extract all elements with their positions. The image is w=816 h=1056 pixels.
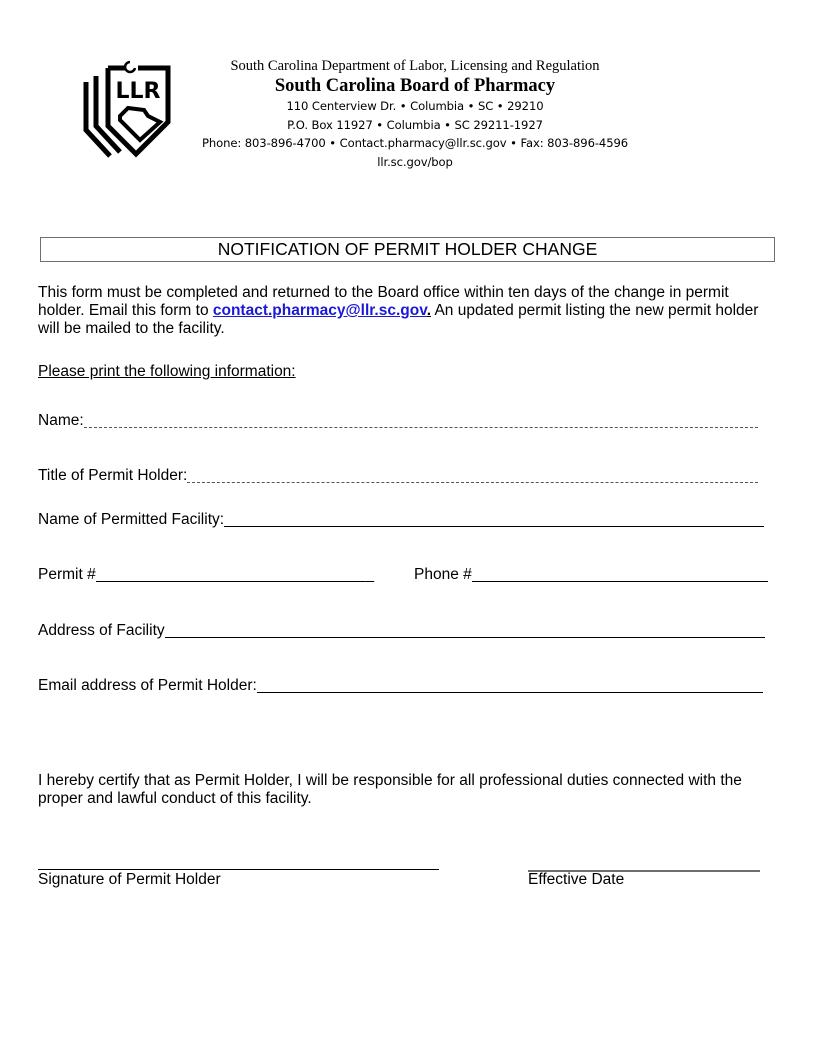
email-address-field [38, 677, 763, 695]
email-link[interactable]: contact.pharmacy@llr.sc.gov [212, 302, 427, 319]
title-of-permit-holder-label: Title of Permit Holder: [38, 467, 188, 484]
permit-number-tail: _ [365, 566, 374, 583]
email-address-label: Email address of Permit Holder: [38, 677, 257, 694]
signature-line[interactable] [38, 869, 439, 870]
link-punctuation: . [426, 302, 432, 319]
street-address: 110 Centerview Dr. • Columbia • SC • 29210 [286, 99, 544, 113]
permit-number-field [38, 566, 374, 584]
permitted-facility-label: Name of Permitted Facility: [38, 511, 225, 528]
name-input[interactable] [84, 413, 758, 428]
signature-label: Signature of Permit Holder [38, 871, 221, 888]
name-label: Name: [38, 412, 84, 429]
intro-paragraph [38, 284, 778, 338]
email-address-input[interactable] [257, 678, 763, 693]
intro-text-2: An updated permit listing the new permit holder will be mailed to the facility. [38, 302, 759, 337]
certification-statement: I hereby certify that as Permit Holder, I will be responsible for all professional duties connected with the proper and lawful conduct of this facility. [38, 772, 742, 807]
facility-address-field [38, 622, 765, 640]
intro-text-1: This form must be completed and returned to the Board office within ten days of the change in permit holder. Email this form to [38, 284, 729, 319]
svg-text:LLR: LLR [115, 79, 161, 104]
effective-date-label: Effective Date [528, 871, 625, 888]
llr-logo-icon [80, 60, 176, 164]
instructions-heading: Please print the following information: [38, 363, 296, 380]
department-name: South Carolina Department of Labor, Licensing and Regulation [230, 58, 600, 74]
facility-address-label: Address of Facility [38, 622, 165, 639]
po-box-address: P.O. Box 11927 • Columbia • SC 29211-1927 [287, 117, 543, 132]
permit-number-input[interactable] [96, 567, 366, 582]
title-of-permit-holder-field [38, 467, 758, 485]
title-of-permit-holder-input[interactable] [187, 468, 758, 483]
permit-number-label: Permit # [38, 566, 96, 583]
permitted-facility-field [38, 511, 764, 529]
facility-address-input[interactable] [165, 623, 765, 638]
name-field [38, 412, 758, 430]
board-name: South Carolina Board of Pharmacy [274, 76, 556, 96]
contact-line: Phone: 803-896-4700 • Contact.pharmacy@llr.sc.gov • Fax: 803-896-4596 [201, 136, 629, 150]
phone-number-label: Phone # [414, 566, 472, 583]
website: llr.sc.gov/bop [377, 154, 453, 169]
letterhead [190, 58, 640, 171]
phone-number-input[interactable] [472, 567, 768, 582]
permitted-facility-input[interactable] [224, 512, 764, 527]
phone-number-field [414, 566, 768, 584]
form-title: NOTIFICATION OF PERMIT HOLDER CHANGE [40, 237, 775, 262]
